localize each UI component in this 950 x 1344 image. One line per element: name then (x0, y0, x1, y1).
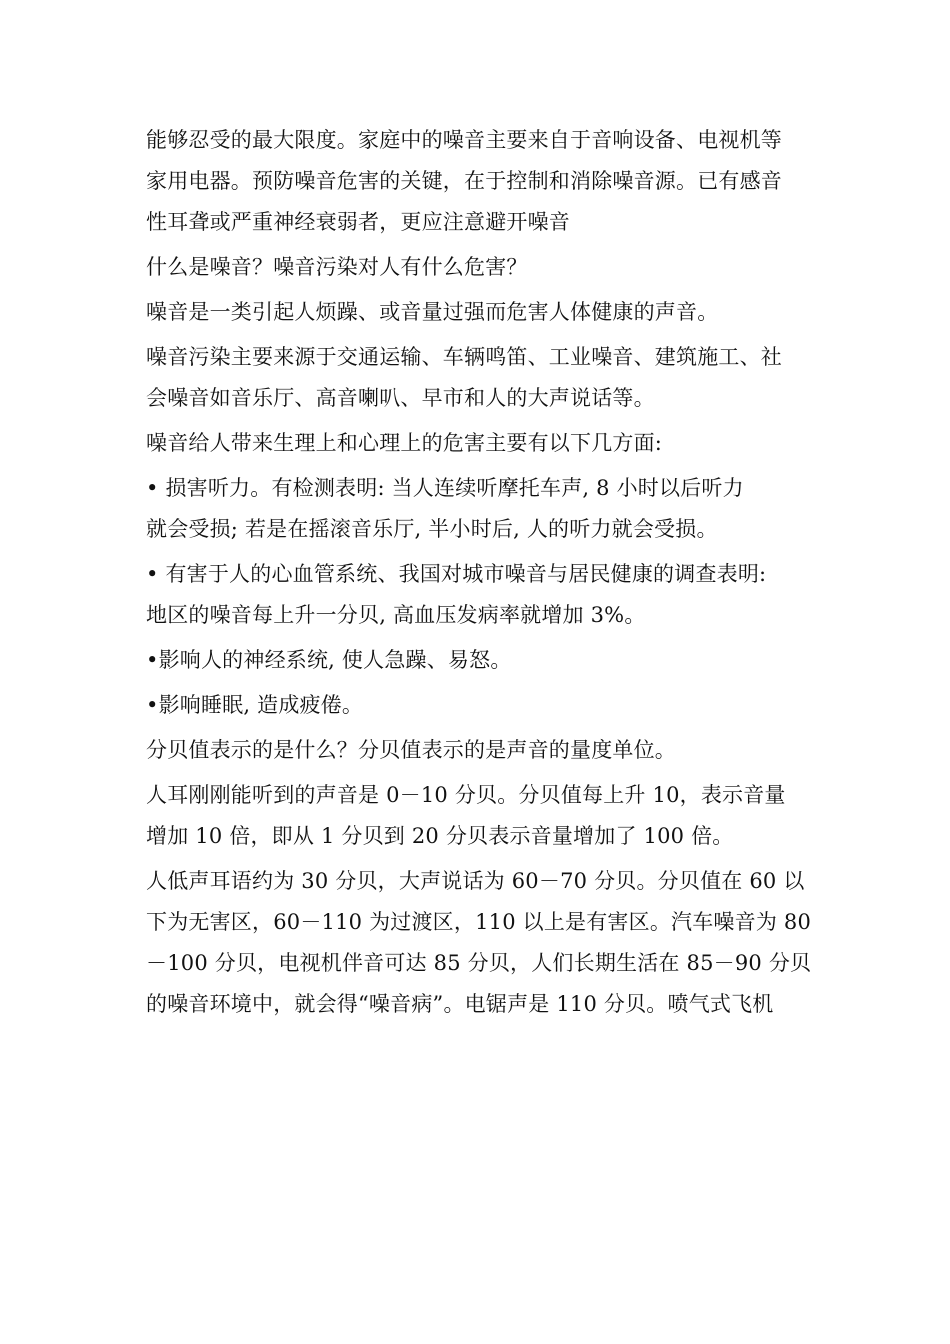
document-body (146, 120, 812, 1025)
text-line-11: • 有害于人的心血管系统、我国对城市噪音与居民健康的调查表明: (146, 562, 767, 586)
text-line-6: 噪音污染主要来源于交通运输、车辆鸣笛、工业噪音、建筑施工、社 (146, 345, 782, 369)
text-line-2: 家用电器。预防噪音危害的关键，在于控制和消除噪音源。已有感音 (146, 169, 782, 193)
text-line-19: 下为无害区，60－110 为过渡区，110 以上是有害区。汽车噪音为 80 (146, 910, 812, 934)
text-line-21: 的噪音环境中，就会得“噪音病”。电锯声是 110 分贝。喷气式飞机 (146, 992, 774, 1016)
text-line-17: 增加 10 倍，即从 1 分贝到 20 分贝表示音量增加了 100 倍。 (146, 824, 734, 848)
text-line-16: 人耳刚刚能听到的声音是 0－10 分贝。分贝值每上升 10，表示音量 (146, 783, 786, 807)
text-line-5: 噪音是一类引起人烦躁、或音量过强而危害人体健康的声音。 (146, 300, 719, 324)
text-line-18: 人低声耳语约为 30 分贝，大声说话为 60－70 分贝。分贝值在 60 以 (146, 869, 805, 893)
text-line-20: －100 分贝，电视机伴音可达 85 分贝，人们长期生活在 85－90 分贝 (146, 951, 812, 975)
text-line-10: 就会受损; 若是在摇滚音乐厅, 半小时后, 人的听力就会受损。 (146, 517, 718, 541)
text-line-3: 性耳聋或严重神经衰弱者，更应注意避开噪音 (146, 210, 570, 234)
text-line-13: •影响人的神经系统, 使人急躁、易怒。 (146, 648, 512, 672)
text-line-14: •影响睡眠, 造成疲倦。 (146, 693, 364, 717)
text-line-15: 分贝值表示的是什么？分贝值表示的是声音的量度单位。 (146, 738, 676, 762)
text-line-8: 噪音给人带来生理上和心理上的危害主要有以下几方面: (146, 431, 663, 455)
text-line-1: 能够忍受的最大限度。家庭中的噪音主要来自于音响设备、电视机等 (146, 128, 782, 152)
text-line-4: 什么是噪音？噪音污染对人有什么危害？ (146, 255, 528, 279)
text-line-12: 地区的噪音每上升一分贝, 高血压发病率就增加 3%。 (146, 603, 646, 627)
text-line-7: 会噪音如音乐厅、高音喇叭、早市和人的大声说话等。 (146, 386, 655, 410)
text-line-9: • 损害听力。有检测表明: 当人连续听摩托车声, 8 小时以后听力 (146, 476, 744, 500)
